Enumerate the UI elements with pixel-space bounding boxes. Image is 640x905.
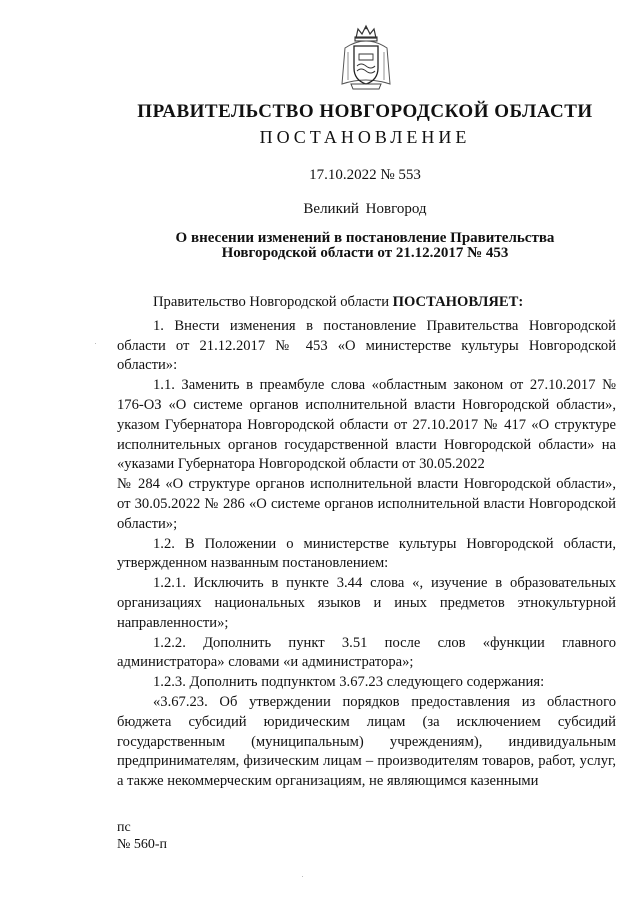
document-type: ПОСТАНОВЛЕНИЕ: [259, 127, 471, 147]
document-title: [0, 231, 640, 261]
document-date-number: 17.10.2022 № 553: [309, 167, 421, 183]
paragraph-1-2-3: 1.2.3. Дополнить подпунктом 3.67.23 следующего содержания:: [153, 674, 545, 691]
paragraph-3-67-23: «3.67.23. Об утверждении порядков предоставления из областного бюджета субсидий юридическим лицам (за исключением субсидий государственным (муниципальным) учреждениям), индивидуальным предпринимателям, физическим лицам – производителям товаров, работ, услуг, а также некоммерческим организациям, не являющимся казенными: [117, 693, 616, 790]
preamble: [117, 293, 616, 313]
preamble-text: Правительство Новгородской области: [153, 294, 393, 310]
paragraph-1-2: 1.2. В Положении о министерстве культуры Новгородской области, утвержденном названным постановлением:: [117, 535, 616, 572]
scan-speck: [95, 343, 96, 344]
novgorod-coat-of-arms-icon: [339, 24, 393, 92]
footer: [117, 819, 167, 853]
paragraph-1-1: 1.1. Заменить в преамбуле слова «областным законом от 27.10.2017 № 176-ОЗ «О системе органов исполнительной власти Новгородской области», указом Губернатора Новгородской области от 27.10.2017 № 417 «О структуре исполнительных органов государственной власти Новгородской области» на «указами Губернатора Новгородской области от 30.05.2022: [117, 377, 616, 473]
document-title-line-2: Новгородской области от 21.12.2017 № 453: [221, 245, 509, 261]
document-body: [117, 293, 616, 792]
organization-name: ПРАВИТЕЛЬСТВО НОВГОРОДСКОЙ ОБЛАСТИ: [137, 101, 593, 122]
paragraph-1-2-2: 1.2.2. Дополнить пункт 3.51 после слов «функции главного администратора» словами «и администратора»;: [117, 634, 616, 671]
document-title-line-1: О внесении изменений в постановление Правительства: [175, 230, 555, 246]
paragraph-1-1-continued: № 284 «О структуре органов исполнительной власти Новгородской области», от 30.05.2022 № 286 «О системе органов исполнительной власти Новгородской области»;: [117, 476, 616, 532]
paragraph-1-2-1: 1.2.1. Исключить в пункте 3.44 слова «, изучение в образовательных организациях национальных языков и иных предметов этнокультурной направленности»;: [117, 575, 616, 631]
paragraph-1: 1. Внести изменения в постановление Правительства Новгородской области от 21.12.2017 № 453 «О министерстве культуры Новгородской области»:: [117, 317, 616, 374]
preamble-decree: ПОСТАНОВЛЯЕТ:: [392, 294, 524, 310]
footer-marker: пс: [117, 820, 131, 835]
document-city: Великий Новгород: [303, 201, 427, 217]
scan-speck: [302, 876, 303, 877]
footer-doc-number: № 560-п: [117, 837, 168, 852]
